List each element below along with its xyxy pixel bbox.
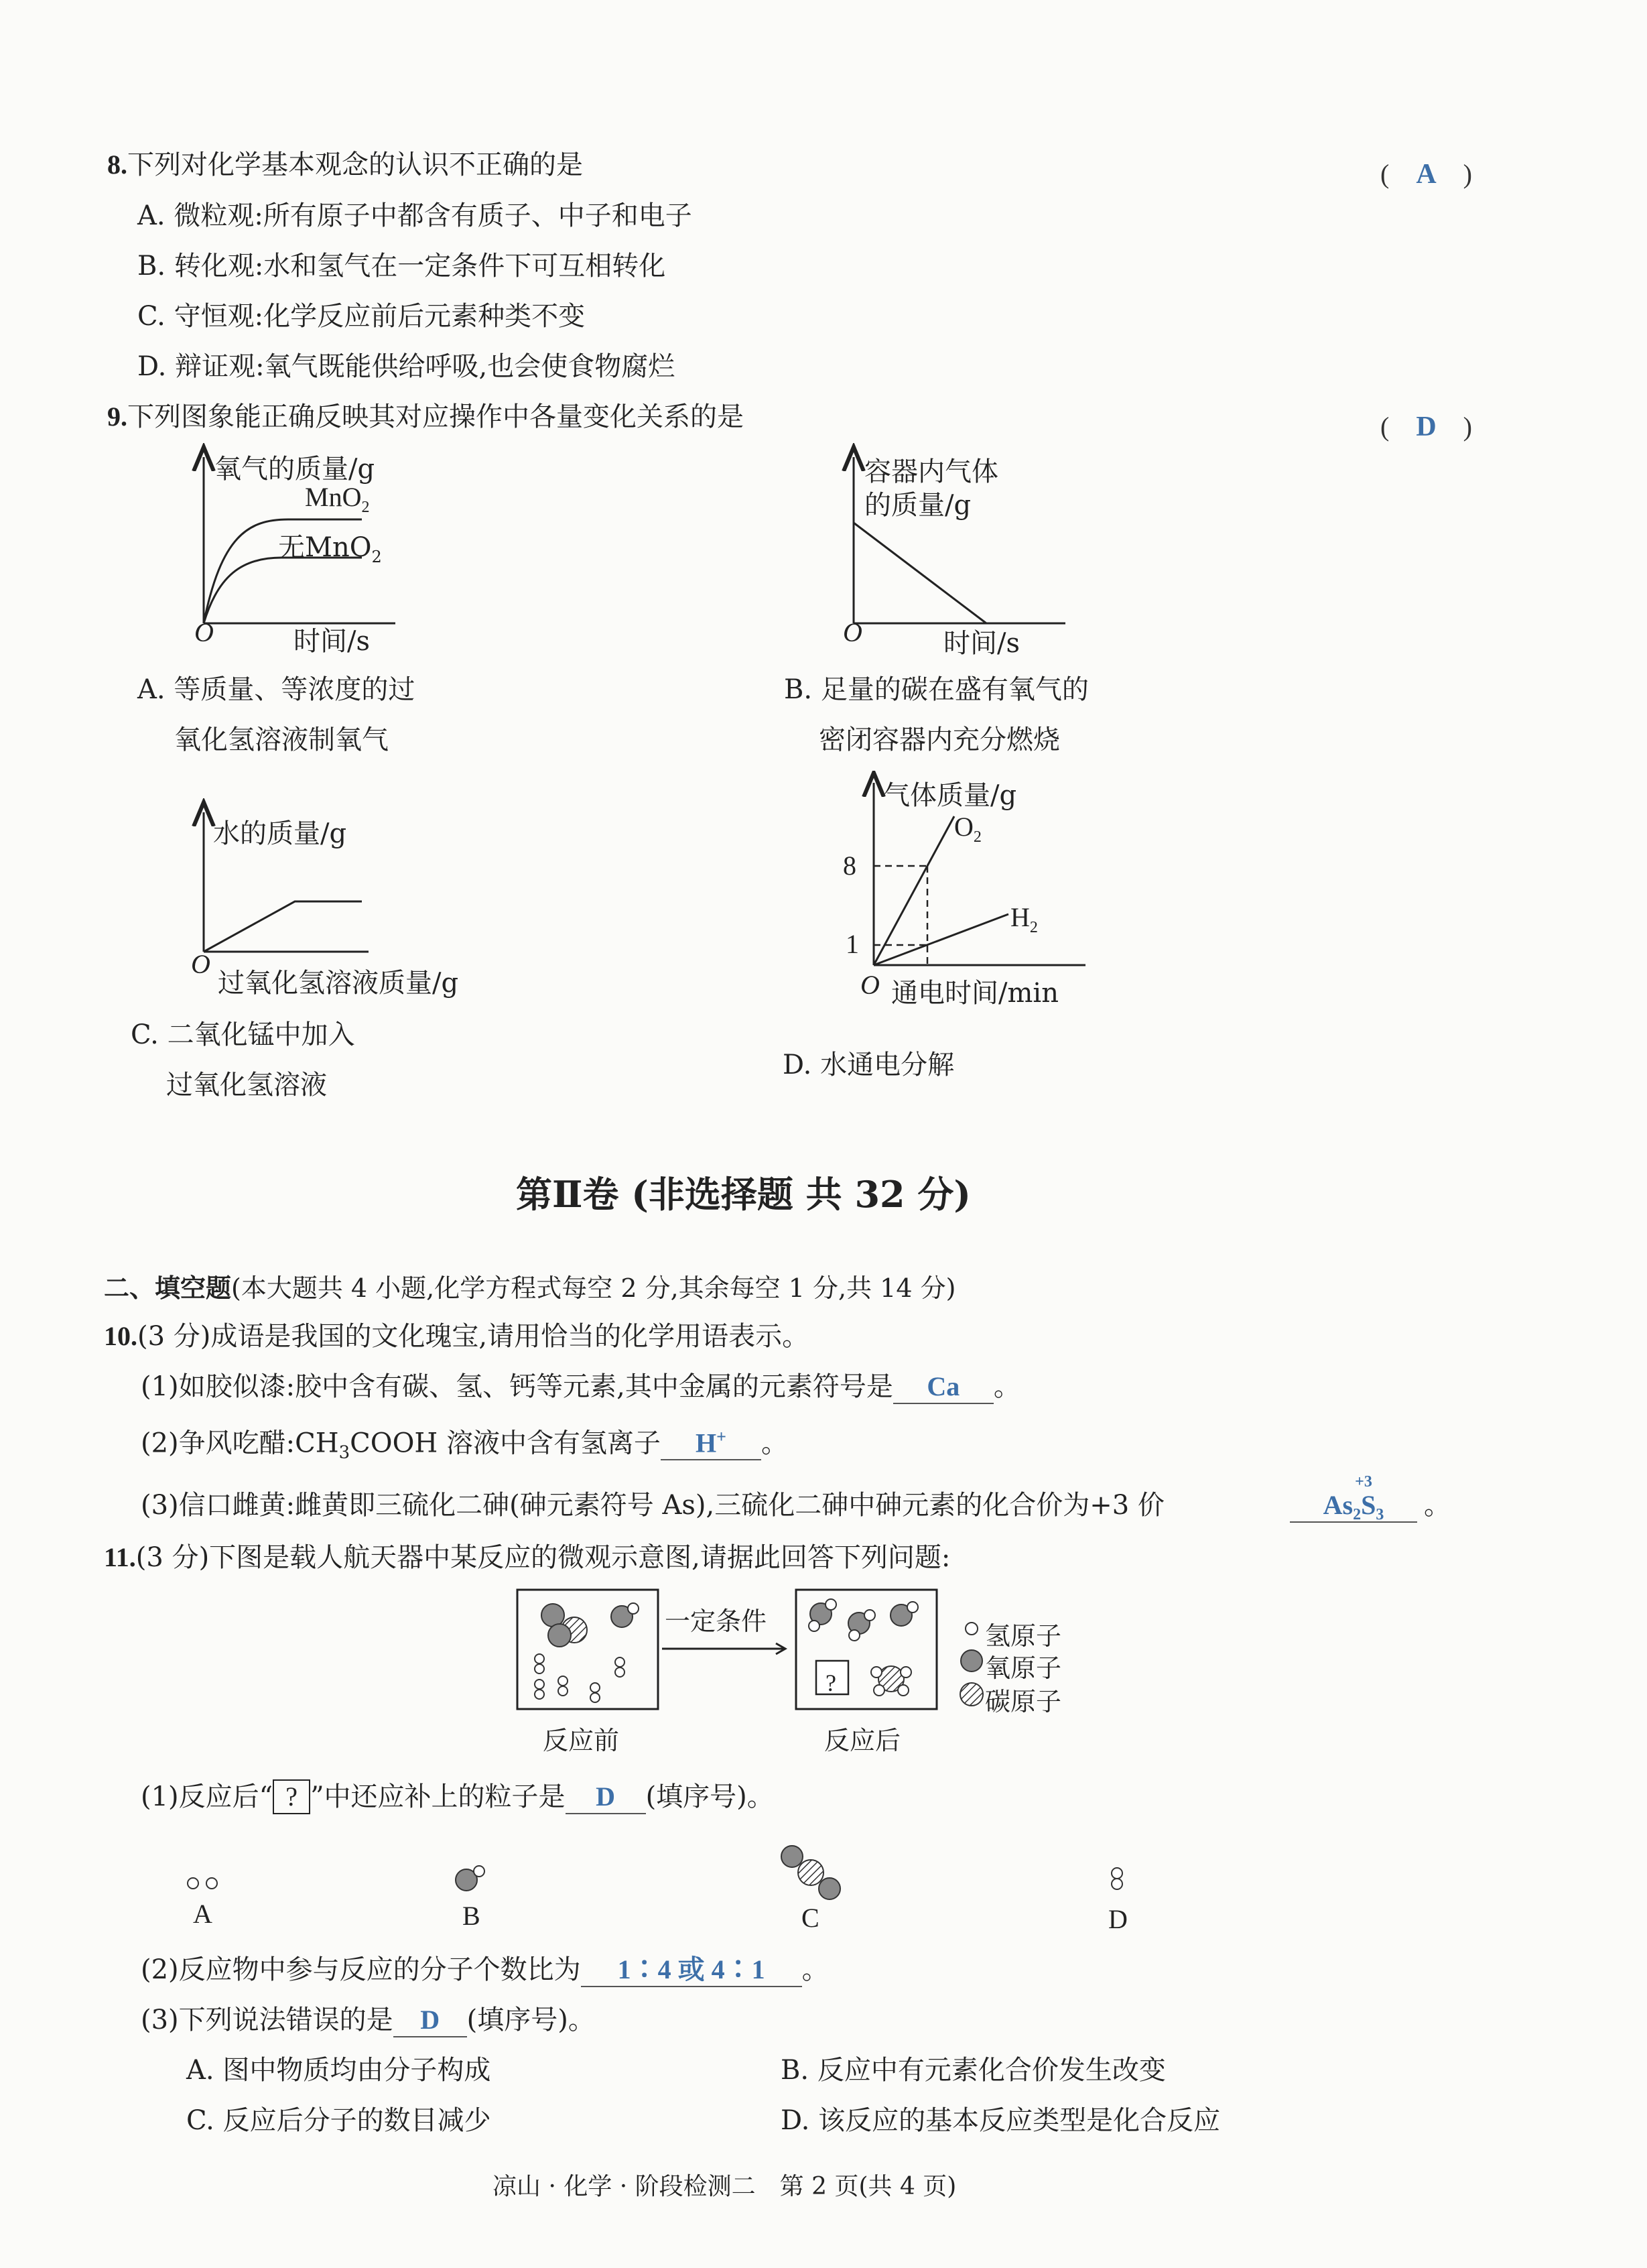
q11-sub-3-text-b: (填序号)。: [466, 2005, 595, 2035]
q8-option-c: C. 守恒观:化学反应前后元素种类不变: [137, 301, 586, 332]
q11-sub-2-answer: 1∶4 或 4∶1: [581, 1954, 802, 1987]
q11-sub-1-text-c: (填序号)。: [645, 1781, 774, 1812]
q10-sub-2-end: 。: [761, 1428, 788, 1459]
choice-c-oxygen-2: [819, 1878, 840, 1899]
graph-d-tick-1: 1: [846, 929, 859, 959]
graph-a-curve-no-mno2: [204, 558, 362, 623]
arrow-label: 一定条件: [665, 1606, 767, 1636]
q11-sub-2-text: (2)反应物中参与反应的分子个数比为: [141, 1954, 581, 1985]
q9-stem-text: 下列图象能正确反映其对应操作中各量变化关系的是: [127, 401, 744, 432]
graph-a-caption-2: 氧化氢溶液制氧气: [174, 724, 389, 755]
graph-d-caption: D. 水通电分解: [783, 1050, 955, 1080]
q8-option-b: B. 转化观:水和氢气在一定条件下可互相转化: [137, 251, 666, 281]
q11-sub-1-answer: D: [566, 1781, 646, 1814]
q11-number: 11.: [104, 1542, 136, 1572]
q10-sub-3-text: (3)信口雌黄:雌黄即三硫化二砷(砷元素符号 As),三硫化二砷中砷元素的化合价为+3 价: [141, 1490, 1165, 1521]
graph-d-xlabel: 通电时间/min: [891, 978, 1059, 1009]
q11-option-b: B. 反应中有元素化合价发生改变: [781, 2055, 1166, 2086]
graph-a-curve1-label: MnO$_2$: [305, 482, 370, 516]
legend-oxygen: 氧原子: [985, 1653, 1062, 1683]
graph-d-o2-label: $O_2$: [954, 812, 982, 846]
q11-sub-2-end: 。: [801, 1954, 829, 1985]
q11-stem-text: (3 分)下图是载人航天器中某反应的微观示意图,请据此回答下列问题:: [135, 1542, 951, 1573]
q11-sub-3: [141, 2004, 595, 2037]
q11-sub-1: [141, 1779, 774, 1814]
q11-sub-1-text-a: (1)反应后“: [141, 1781, 273, 1812]
q11-sub-1-text-b: ”中还应补上的粒子是: [310, 1781, 566, 1812]
q10-sub-3-valence: +3: [1355, 1473, 1372, 1491]
choice-c-label: C: [801, 1903, 819, 1933]
choice-a-label: A: [193, 1899, 212, 1929]
q11-option-d: D. 该反应的基本反应类型是化合反应: [781, 2105, 1221, 2136]
legend-carbon-icon: [960, 1683, 983, 1706]
after-label: 反应后: [824, 1726, 901, 1755]
q10-sub-1-answer: Ca: [893, 1371, 994, 1404]
graph-d-tick-8: 8: [843, 850, 856, 881]
graph-c-origin: O: [191, 949, 210, 979]
q10-sub-2-text-a: (2)争风吃醋:CH: [141, 1428, 339, 1459]
q11-option-c: C. 反应后分子的数目减少: [186, 2105, 491, 2136]
graph-c-caption-1: C. 二氧化锰中加入: [131, 1019, 355, 1050]
graph-b-origin: O: [843, 617, 862, 647]
legend-hydrogen-icon: [966, 1623, 978, 1635]
graph-d-ylabel: 气体质量/g: [883, 780, 1017, 811]
q8-number: 8.: [107, 149, 127, 180]
q11-option-a: A. 图中物质均由分子构成: [186, 2055, 491, 2086]
graph-b-caption-1: B. 足量的碳在盛有氧气的: [784, 674, 1089, 705]
choice-c-carbon: [798, 1860, 824, 1885]
graph-d-line-o2: [874, 816, 954, 965]
graph-b-ylabel-1: 容器内气体: [864, 456, 998, 487]
choice-a-atom-1: [188, 1878, 198, 1889]
legend-hydrogen: 氢原子: [985, 1621, 1062, 1651]
q10-stem-text: (3 分)成语是我国的文化瑰宝,请用恰当的化学用语表示。: [137, 1321, 809, 1352]
q8-answer-box: ( A ): [1380, 159, 1472, 190]
graph-a-xlabel: 时间/s: [293, 626, 371, 657]
q11-sub-1-qbox: ?: [273, 1779, 310, 1814]
part-2-heading: [104, 1272, 956, 1304]
q9-answer: D: [1416, 412, 1437, 442]
q10-sub-3-answer: As₂S₃: [1290, 1489, 1417, 1523]
q10-sub-3: [141, 1489, 1165, 1521]
q8-option-a: A. 微粒观:所有原子中都含有质子、中子和电子: [137, 200, 692, 231]
graph-a-ylabel: 氧气的质量/g: [214, 454, 375, 485]
graph-b-xlabel: 时间/s: [943, 628, 1020, 659]
q11-sub-3-text: (3)下列说法错误的是: [141, 2005, 393, 2035]
q10-sub-3-end: 。: [1424, 1490, 1451, 1521]
graph-c-caption-2: 过氧化氢溶液: [166, 1070, 327, 1100]
q10-sub-2-text-b: COOH 溶液中含有氢离子: [350, 1428, 661, 1459]
choice-b-label: B: [462, 1901, 480, 1931]
before-label: 反应前: [543, 1726, 620, 1755]
choice-c-oxygen-1: [781, 1846, 803, 1867]
q8-answer: A: [1416, 159, 1437, 190]
choice-a-atom-2: [206, 1878, 217, 1889]
graph-d-h2-label: $H_2$: [1010, 902, 1038, 936]
q10-sub-2-answer: H+: [661, 1421, 761, 1460]
graph-c-ylabel: 水的质量/g: [213, 818, 347, 849]
graph-b-line: [854, 523, 986, 623]
q10-sub-1: [141, 1371, 1020, 1404]
q10-sub-2: [141, 1421, 788, 1468]
legend-oxygen-icon: [961, 1650, 982, 1672]
graph-b-caption-2: 密闭容器内充分燃烧: [819, 724, 1060, 755]
q11-sub-3-answer: D: [393, 2004, 467, 2037]
q10-sub-2-sub: 3: [338, 1442, 350, 1463]
choice-b-hydrogen: [474, 1866, 484, 1877]
graph-c-xlabel: 过氧化氢溶液质量/g: [218, 968, 459, 999]
q9-stem: [107, 401, 744, 433]
q10-sub-1-text: (1)如胶似漆:胶中含有碳、氢、钙等元素,其中金属的元素符号是: [141, 1371, 893, 1402]
graph-a-curve2-label: 无MnO$_2$: [278, 532, 382, 566]
q8-option-d: D. 辩证观:氧气既能供给呼吸,也会使食物腐烂: [137, 351, 675, 382]
graph-c-line: [204, 901, 362, 952]
part-2-note: (本大题共 4 小题,化学方程式每空 2 分,其余每空 1 分,共 14 分): [231, 1273, 956, 1303]
q10-number: 10.: [104, 1321, 137, 1351]
choice-d-label: D: [1108, 1904, 1128, 1934]
particle-choices: [174, 1830, 1179, 1903]
graph-a-origin: O: [194, 617, 214, 647]
q10-stem: [104, 1320, 809, 1352]
section-2-title: 第Ⅱ卷 (非选择题 共 32 分): [516, 1173, 971, 1216]
choice-d-atom-2: [1112, 1879, 1122, 1889]
after-question-mark: ?: [826, 1670, 836, 1696]
graph-d-line-h2: [874, 914, 1008, 965]
q9-answer-box: ( D ): [1380, 412, 1472, 442]
graph-b-ylabel-2: 的质量/g: [864, 490, 972, 521]
graph-a-caption-1: A. 等质量、等浓度的过: [137, 674, 415, 705]
page-footer: 凉山 · 化学 · 阶段检测二 第 2 页(共 4 页): [492, 2173, 957, 2200]
q9-number: 9.: [107, 401, 127, 432]
choice-d-atom-1: [1112, 1868, 1122, 1879]
q10-sub-1-end: 。: [993, 1371, 1020, 1402]
q8-stem-text: 下列对化学基本观念的认识不正确的是: [127, 149, 583, 180]
q11-sub-2: [141, 1954, 829, 1987]
q11-stem: [104, 1541, 950, 1574]
q8-stem: [107, 149, 583, 181]
legend-carbon: 碳原子: [985, 1687, 1062, 1716]
part-2-heading-text: 二、填空题: [104, 1273, 232, 1303]
graph-d-origin: O: [860, 970, 880, 1000]
